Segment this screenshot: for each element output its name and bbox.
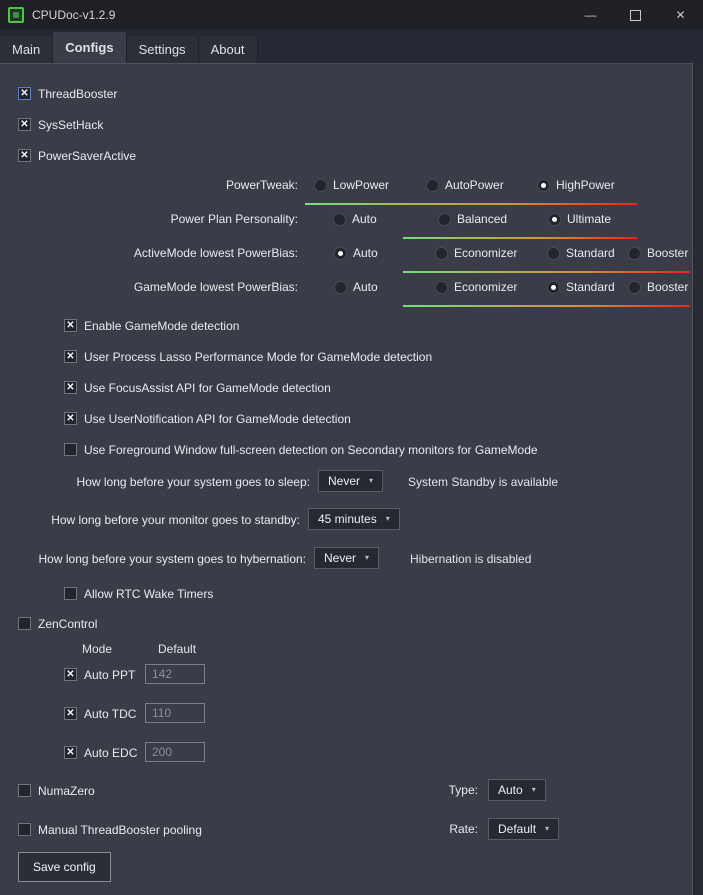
radio-icon bbox=[547, 281, 560, 294]
checkbox-label: ThreadBooster bbox=[38, 86, 118, 101]
type-dropdown[interactable] bbox=[488, 779, 546, 801]
checkbox-box bbox=[64, 587, 77, 600]
checkbox-label: PowerSaverActive bbox=[38, 148, 137, 163]
checkbox-check-icon: ✕ bbox=[64, 412, 77, 425]
checkbox-label: Auto PPT bbox=[84, 667, 136, 682]
checkbox-label: Manual ThreadBooster pooling bbox=[38, 822, 202, 837]
configs-panel bbox=[0, 63, 693, 895]
dropdown-value: 45 minutes bbox=[318, 512, 377, 526]
chevron-down-icon: ▾ bbox=[545, 824, 550, 833]
auto-ppt-input[interactable] bbox=[145, 664, 205, 684]
radio-label: Auto bbox=[352, 212, 377, 226]
checkbox-threadbooster[interactable] bbox=[18, 86, 117, 101]
checkbox-label: SysSetHack bbox=[38, 117, 104, 132]
radio-row-activemode-powerbias bbox=[0, 245, 692, 261]
monitor-standby-dropdown[interactable] bbox=[308, 508, 400, 530]
checkbox-box bbox=[18, 823, 31, 836]
chevron-down-icon: ▾ bbox=[365, 553, 370, 562]
zen-column-default: Default bbox=[158, 642, 197, 656]
checkbox-box bbox=[64, 443, 77, 456]
dropdown-value: Default bbox=[498, 822, 537, 836]
radio-icon bbox=[333, 213, 346, 226]
tab-bar bbox=[0, 30, 703, 63]
radio-option-autopower[interactable] bbox=[426, 177, 504, 193]
checkbox-foreground-window-secondary[interactable] bbox=[64, 442, 538, 457]
radio-option-standard[interactable] bbox=[547, 245, 615, 261]
checkbox-auto-ppt[interactable] bbox=[64, 667, 135, 682]
radio-row-label: GameMode lowest PowerBias: bbox=[133, 280, 298, 294]
radio-option-auto[interactable] bbox=[333, 211, 377, 227]
gradient-underline bbox=[403, 271, 690, 273]
radio-label: Economizer bbox=[454, 246, 518, 260]
save-config-button[interactable]: Save config bbox=[18, 852, 111, 882]
radio-row-label: ActiveMode lowest PowerBias: bbox=[133, 246, 298, 260]
checkbox-label: Allow RTC Wake Timers bbox=[84, 586, 214, 601]
radio-label: Booster bbox=[647, 246, 689, 260]
maximize-icon bbox=[630, 10, 641, 21]
radio-icon bbox=[426, 179, 439, 192]
window-controls bbox=[568, 0, 703, 30]
dropdown-value: Never bbox=[324, 551, 357, 565]
radio-icon bbox=[548, 213, 561, 226]
radio-label: Ultimate bbox=[567, 212, 612, 226]
minimize-button[interactable] bbox=[568, 0, 613, 30]
chevron-down-icon: ▾ bbox=[369, 476, 374, 485]
checkbox-label: Use UserNotification API for GameMode detection bbox=[84, 411, 351, 426]
auto-edc-input[interactable] bbox=[145, 742, 205, 762]
monitor-standby-label: How long before your monitor goes to standby: bbox=[51, 513, 300, 527]
radio-option-ultimate[interactable] bbox=[548, 211, 611, 227]
checkbox-check-icon: ✕ bbox=[64, 746, 77, 759]
zen-column-mode: Mode bbox=[82, 642, 113, 656]
checkbox-syssethack[interactable] bbox=[18, 117, 103, 132]
checkbox-box bbox=[18, 617, 31, 630]
radio-option-auto[interactable] bbox=[334, 245, 378, 261]
radio-label: Booster bbox=[647, 280, 689, 294]
radio-icon bbox=[435, 247, 448, 260]
hibernation-label: How long before your system goes to hybernation: bbox=[38, 552, 306, 566]
checkbox-check-icon: ✕ bbox=[18, 87, 31, 100]
minimize-icon: — bbox=[584, 8, 597, 22]
radio-row-label: PowerTweak: bbox=[225, 178, 298, 192]
radio-label: Auto bbox=[353, 280, 378, 294]
radio-icon bbox=[435, 281, 448, 294]
close-icon: ✕ bbox=[675, 8, 686, 22]
radio-row-power-plan-personality bbox=[0, 211, 692, 227]
radio-label: Auto bbox=[353, 246, 378, 260]
gradient-underline bbox=[403, 305, 690, 307]
radio-option-booster[interactable] bbox=[628, 245, 688, 261]
radio-icon bbox=[314, 179, 327, 192]
close-button[interactable] bbox=[658, 0, 703, 30]
checkbox-powersaveractive[interactable] bbox=[18, 148, 136, 163]
radio-option-booster[interactable] bbox=[628, 279, 688, 295]
checkbox-enable-gamemode-detection[interactable] bbox=[64, 318, 239, 333]
sleep-label: How long before your system goes to sleep: bbox=[76, 475, 310, 489]
radio-icon bbox=[438, 213, 451, 226]
radio-option-standard[interactable] bbox=[547, 279, 615, 295]
radio-label: HighPower bbox=[556, 178, 615, 192]
checkbox-check-icon: ✕ bbox=[64, 381, 77, 394]
radio-option-highpower[interactable] bbox=[537, 177, 615, 193]
sleep-dropdown[interactable] bbox=[318, 470, 383, 492]
checkbox-rtc-wake-timers[interactable] bbox=[64, 586, 213, 601]
checkbox-check-icon: ✕ bbox=[64, 707, 77, 720]
checkbox-check-icon: ✕ bbox=[64, 668, 77, 681]
tab-configs[interactable]: Configs bbox=[53, 32, 126, 63]
checkbox-label: Use Foreground Window full-screen detection on Secondary monitors for GameMode bbox=[84, 442, 538, 457]
radio-label: LowPower bbox=[333, 178, 390, 192]
checkbox-numazero[interactable] bbox=[18, 783, 95, 798]
titlebar bbox=[0, 0, 703, 30]
window-title: CPUDoc-v1.2.9 bbox=[32, 8, 116, 22]
auto-tdc-input[interactable] bbox=[145, 703, 205, 723]
checkbox-label: User Process Lasso Performance Mode for GameMode detection bbox=[84, 349, 433, 364]
checkbox-zencontrol[interactable] bbox=[18, 616, 97, 631]
radio-option-lowpower[interactable] bbox=[314, 177, 389, 193]
radio-label: Standard bbox=[566, 246, 615, 260]
dropdown-value: Auto bbox=[498, 783, 523, 797]
checkbox-process-lasso-performance[interactable] bbox=[64, 349, 432, 364]
maximize-button[interactable] bbox=[613, 0, 658, 30]
tab-about[interactable]: About bbox=[199, 36, 258, 63]
radio-icon bbox=[334, 247, 347, 260]
checkbox-manual-threadbooster-pooling[interactable] bbox=[18, 822, 202, 837]
radio-icon bbox=[537, 179, 550, 192]
checkbox-check-icon: ✕ bbox=[18, 149, 31, 162]
checkbox-label: Enable GameMode detection bbox=[84, 318, 240, 333]
rate-label: Rate: bbox=[449, 822, 478, 836]
checkbox-check-icon: ✕ bbox=[64, 319, 77, 332]
hibernation-note: Hibernation is disabled bbox=[410, 552, 532, 566]
radio-option-auto[interactable] bbox=[334, 279, 378, 295]
row-monitor-standby bbox=[0, 508, 692, 532]
gradient-underline bbox=[305, 203, 637, 205]
type-label: Type: bbox=[448, 783, 478, 797]
radio-option-economizer[interactable] bbox=[435, 279, 517, 295]
radio-option-economizer[interactable] bbox=[435, 245, 517, 261]
app-icon bbox=[8, 7, 24, 23]
tab-main[interactable]: Main bbox=[0, 36, 53, 63]
radio-icon bbox=[628, 281, 641, 294]
checkbox-box bbox=[18, 784, 31, 797]
tab-settings[interactable]: Settings bbox=[127, 36, 199, 63]
chevron-down-icon: ▾ bbox=[531, 785, 536, 794]
rate-dropdown[interactable] bbox=[488, 818, 559, 840]
radio-option-balanced[interactable] bbox=[438, 211, 507, 227]
checkbox-label: NumaZero bbox=[38, 783, 95, 798]
radio-row-label: Power Plan Personality: bbox=[170, 212, 298, 226]
checkbox-usernotification-api[interactable] bbox=[64, 411, 351, 426]
checkbox-check-icon: ✕ bbox=[18, 118, 31, 131]
row-hibernation bbox=[0, 547, 692, 571]
gradient-underline bbox=[403, 237, 637, 239]
radio-row-powertweak bbox=[0, 177, 692, 193]
standby-note: System Standby is available bbox=[408, 475, 559, 489]
radio-label: Standard bbox=[566, 280, 615, 294]
checkbox-focusassist-api[interactable] bbox=[64, 380, 331, 395]
checkbox-label: Use FocusAssist API for GameMode detection bbox=[84, 380, 331, 395]
hibernation-dropdown[interactable] bbox=[314, 547, 379, 569]
radio-row-gamemode-powerbias bbox=[0, 279, 692, 295]
radio-label: Balanced bbox=[457, 212, 508, 226]
checkbox-auto-edc[interactable] bbox=[64, 745, 137, 760]
radio-label: Economizer bbox=[454, 280, 518, 294]
chevron-down-icon: ▾ bbox=[385, 514, 390, 523]
dropdown-value: Never bbox=[328, 474, 361, 488]
checkbox-label: ZenControl bbox=[38, 616, 98, 631]
row-system-sleep bbox=[0, 470, 692, 494]
radio-label: AutoPower bbox=[445, 178, 504, 192]
checkbox-label: Auto EDC bbox=[84, 745, 138, 760]
radio-icon bbox=[334, 281, 347, 294]
radio-icon bbox=[547, 247, 560, 260]
radio-icon bbox=[628, 247, 641, 260]
checkbox-auto-tdc[interactable] bbox=[64, 706, 136, 721]
checkbox-label: Auto TDC bbox=[84, 706, 137, 721]
checkbox-check-icon: ✕ bbox=[64, 350, 77, 363]
